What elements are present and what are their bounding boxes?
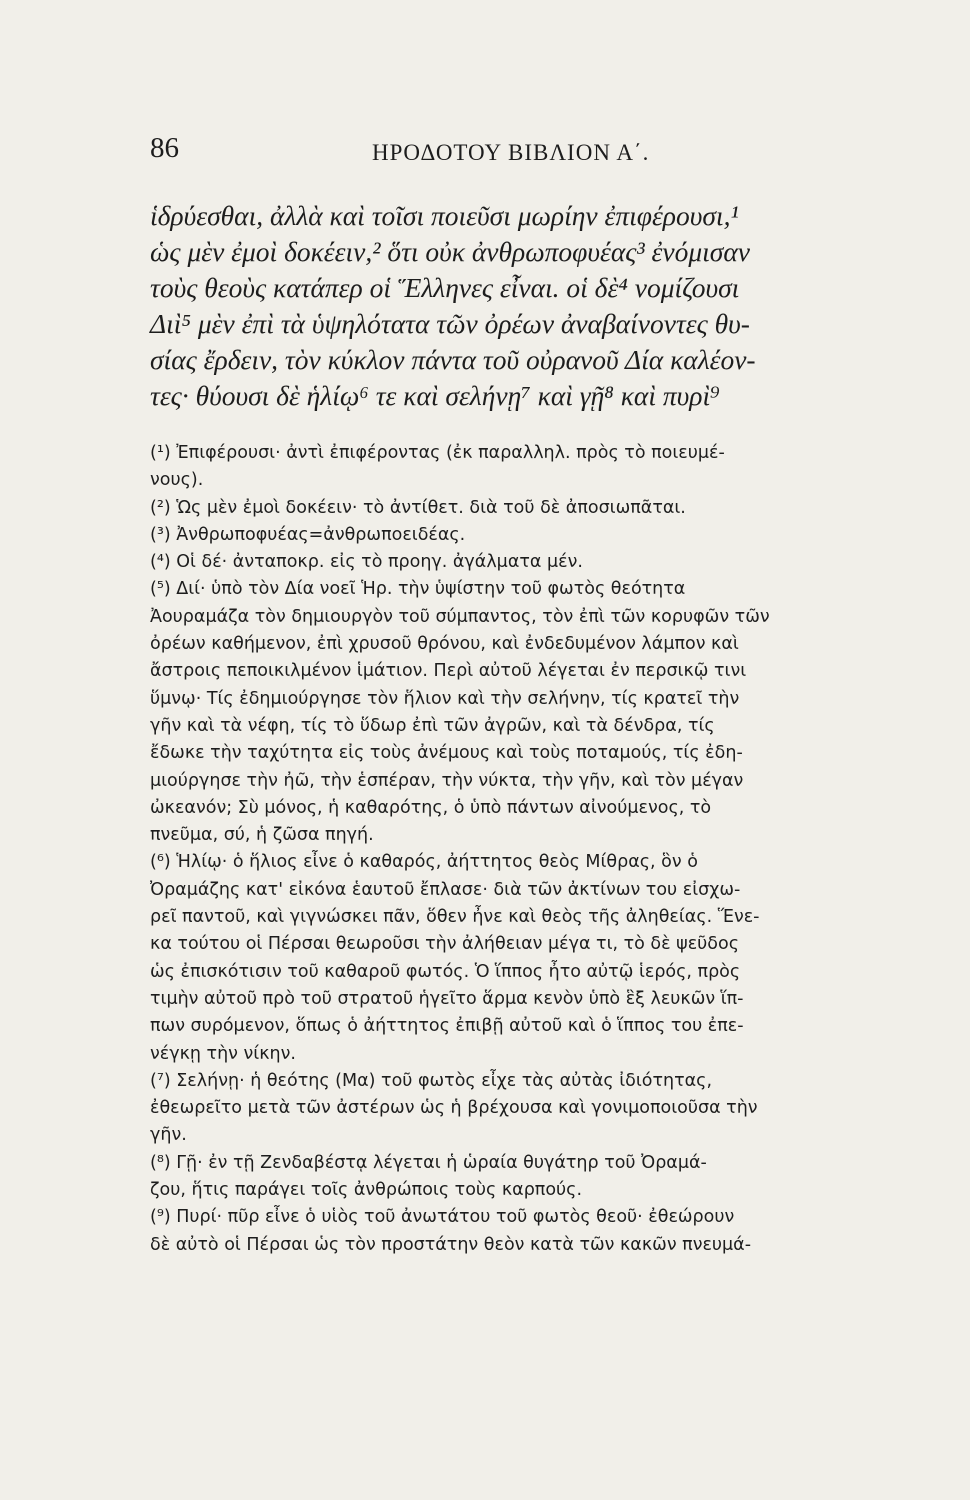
- footnote-line: (¹) Ἐπιφέρουσι· ἀντὶ ἐπιφέροντας (ἐκ παραλληλ. πρὸς τὸ ποιευμέ-: [150, 443, 725, 463]
- footnotes: [150, 440, 950, 1259]
- footnote-line: Ἀουραμάζα τὸν δημιουργὸν τοῦ σύμπαντος, τὸν ἐπὶ τῶν κορυφῶν τῶν: [150, 606, 770, 627]
- footnote-line: πνεῦμα, σύ, ἡ ζῶσα πηγή.: [150, 825, 374, 846]
- footnote-line: κα τούτου οἱ Πέρσαι θεωροῦσι τὴν ἀλήθειαν μέγα τι, τὸ δὲ ψεῦδος: [150, 934, 739, 955]
- running-title: ΗΡΟΔΟΤΟΥ ΒΙΒΛΙΟΝ Α΄.: [372, 140, 650, 165]
- main-text: [150, 198, 940, 414]
- footnote-line: ζου, ἥτις παράγει τοῖς ἀνθρώποις τοὺς καρπούς.: [150, 1180, 583, 1201]
- footnote-line: πων συρόμενον, ὅπως ὁ ἀήττητος ἐπιβῇ αὐτοῦ καὶ ὁ ἵππος του ἐπε-: [150, 1016, 744, 1037]
- text-line: τες· θύουσι δὲ ἡλίῳ⁶ τε καὶ σελήνῃ⁷ καὶ γῇ⁸ καὶ πυρὶ⁹: [150, 380, 720, 411]
- text-line: ἱδρύεσθαι, ἀλλὰ καὶ τοῖσι ποιεῦσι μωρίην ἐπιφέρουσι,¹: [150, 200, 739, 231]
- footnote-line: (⁴) Οἱ δέ· ἀνταποκρ. εἰς τὸ προηγ. ἀγάλματα μέν.: [150, 552, 583, 573]
- footnote-line: (⁶) Ἡλίῳ· ὁ ἥλιος εἶνε ὁ καθαρός, ἀήττητος θεὸς Μίθρας, ὃν ὁ: [150, 852, 698, 873]
- footnote-line: ὡς ἐπισκότισιν τοῦ καθαροῦ φωτός. Ὁ ἵππος ἦτο αὐτῷ ἱερός, πρὸς: [150, 961, 741, 982]
- footnote-line: ὕμνῳ· Τίς ἐδημιούργησε τὸν ἥλιον καὶ τὴν σελήνην, τίς κρατεῖ τὴν: [150, 688, 740, 709]
- footnote-line: (³) Ἀνθρωποφυέας=ἀνθρωποειδέας.: [150, 524, 466, 545]
- text-line: σίας ἔρδειν, τὸν κύκλον πάντα τοῦ οὐρανοῦ Δία καλέον-: [150, 344, 756, 375]
- footnote-line: (⁷) Σελήνῃ· ἡ θεότης (Μα) τοῦ φωτὸς εἶχε τὰς αὐτὰς ἰδιότητας,: [150, 1070, 713, 1091]
- footnote-line: γῆν καὶ τὰ νέφη, τίς τὸ ὕδωρ ἐπὶ τῶν ἀγρῶν, καὶ τὰ δένδρα, τίς: [150, 715, 715, 736]
- footnote-line: (⁹) Πυρί· πῦρ εἶνε ὁ υἱὸς τοῦ ἀνωτάτου τοῦ φωτὸς θεοῦ· ἐθεώρουν: [150, 1207, 735, 1228]
- footnote-line: τιμὴν αὐτοῦ πρὸ τοῦ στρατοῦ ἡγεῖτο ἅρμα κενὸν ὑπὸ ἓξ λευκῶν ἵπ-: [150, 988, 744, 1009]
- footnote-line: ἄστροις πεποικιλμένον ἱμάτιον. Περὶ αὐτοῦ λέγεται ἐν περσικῷ τινι: [150, 661, 747, 682]
- page-header: [150, 132, 920, 172]
- footnote-line: ὀρέων καθήμενον, ἐπὶ χρυσοῦ θρόνου, καὶ ἐνδεδυμένον λάμπον καὶ: [150, 634, 739, 655]
- footnote-line: ἐθεωρεῖτο μετὰ τῶν ἀστέρων ὡς ἡ βρέχουσα καὶ γονιμοποιοῦσα τὴν: [150, 1098, 758, 1119]
- footnote-line: δὲ αὐτὸ οἱ Πέρσαι ὡς τὸν προστάτην θεὸν κατὰ τῶν κακῶν πνευμά-: [150, 1234, 752, 1255]
- footnote-line: μιούργησε τὴν ἠῶ, τὴν ἑσπέραν, τὴν νύκτα, τὴν γῆν, καὶ τὸν μέγαν: [150, 770, 744, 791]
- footnote-line: (⁵) Διί· ὑπὸ τὸν Δία νοεῖ Ἡρ. τὴν ὑψίστην τοῦ φωτὸς θεότητα: [150, 579, 686, 600]
- text-line: ὡς μὲν ἐμοὶ δοκέειν,² ὅτι οὐκ ἀνθρωποφυέας³ ἐνόμισαν: [150, 236, 750, 267]
- page-number: 86: [150, 132, 179, 164]
- footnote-line: ἔδωκε τὴν ταχύτητα εἰς τοὺς ἀνέμους καὶ τοὺς ποταμούς, τίς ἐδη-: [150, 743, 743, 764]
- footnote-line: νέγκῃ τὴν νίκην.: [150, 1043, 296, 1064]
- text-line: τοὺς θεοὺς κατάπερ οἱ Ἕλληνες εἶναι. οἱ δὲ⁴ νομίζουσι: [150, 272, 740, 303]
- text-line: Διὶ⁵ μὲν ἐπὶ τὰ ὑψηλότατα τῶν ὀρέων ἀναβαίνοντες θυ-: [150, 308, 750, 339]
- footnote-line: ρεῖ παντοῦ, καὶ γιγνώσκει πᾶν, ὅθεν ἦνε καὶ θεὸς τῆς ἀληθείας. Ἕνε-: [150, 907, 760, 928]
- footnote-line: γῆν.: [150, 1125, 187, 1146]
- footnote-line: (²) Ὡς μὲν ἐμοὶ δοκέειν· τὸ ἀντίθετ. διὰ τοῦ δὲ ἀποσιωπᾶται.: [150, 497, 686, 518]
- footnote-line: ὠκεανόν; Σὺ μόνος, ἡ καθαρότης, ὁ ὑπὸ πάντων αἰνούμενος, τὸ: [150, 797, 712, 818]
- footnote-line: Ὀραμάζης κατ' εἰκόνα ἑαυτοῦ ἔπλασε· διὰ τῶν ἀκτίνων του εἰσχω-: [150, 879, 741, 900]
- footnote-line: νους).: [150, 470, 204, 491]
- footnote-line: (⁸) Γῇ· ἐν τῇ Ζενδαβέστᾳ λέγεται ἡ ὡραία θυγάτηρ τοῦ Ὀραμά-: [150, 1152, 707, 1173]
